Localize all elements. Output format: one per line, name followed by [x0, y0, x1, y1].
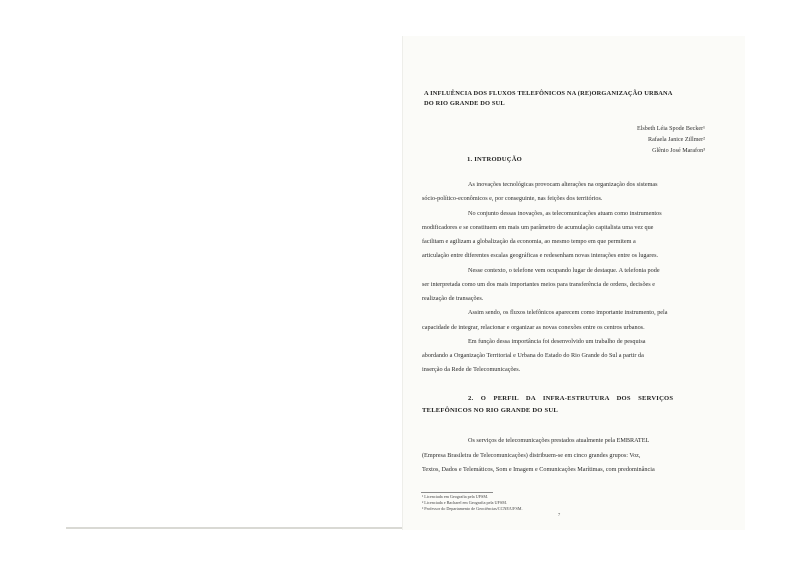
author-1: Elsbeth Léia Spode Becker¹ — [637, 126, 705, 132]
footnote-rule — [421, 492, 493, 493]
footnote-1: ¹ Licenciada em Geografia pela UFSM. — [422, 494, 489, 499]
paragraph-line: Os serviços de telecomunicações prestados atualmente pela EMBRATEL — [468, 437, 650, 444]
paragraph-line: sócio-político-econômicos e, por conseguinte, nas feições dos territórios. — [422, 195, 603, 202]
paragraph-line: facilitam e agilizam a globalização da economia, ao mesmo tempo em que permitem a — [422, 238, 636, 245]
document-page — [403, 36, 745, 530]
paragraph-line: ser interpretada como um dos mais importantes meios para transferência de ordens, decisões e — [422, 281, 655, 288]
paragraph-line: Assim sendo, os fluxos telefônicos aparecem como importante instrumento, pela — [468, 309, 668, 316]
document-title-line-1: A INFLUÊNCIA DOS FLUXOS TELEFÔNICOS NA (RE)ORGANIZAÇÃO URBANA — [424, 90, 673, 97]
footnote-3: ³ Professor do Departamento de Geociências/CCNE/UFSM. — [422, 506, 523, 511]
author-2: Rafaela Janice Zillmer² — [648, 137, 705, 143]
footnote-2: ² Licenciada e Bacharel em Geografia pela UFSM. — [422, 500, 507, 505]
paragraph-line: modificadores e se constituem em mais um parâmetro de acumulação capitalista uma vez que — [422, 224, 654, 231]
paragraph-line: articulação entre diferentes escalas geográficas e redesenham novas interações entre os lugares. — [422, 252, 659, 259]
author-3: Glênio José Marafon³ — [652, 148, 705, 154]
paragraph-line: (Empresa Brasileira de Telecomunicações) distribuem-se em cinco grandes grupos: Voz, — [422, 452, 641, 459]
paragraph-line: abordando a Organização Territorial e Urbana do Estado do Rio Grande do Sul a partir da — [422, 352, 644, 359]
paragraph-line: Nesse contexto, o telefone vem ocupando lugar de destaque. A telefonia pode — [468, 267, 660, 274]
paragraph-line: No conjunto dessas inovações, as telecomunicações atuam como instrumentos — [468, 210, 662, 217]
section-heading-perfil-line-1: 2. O PERFIL DA INFRA-ESTRUTURA DOS SERVIÇOS — [468, 395, 674, 402]
paragraph-line: capacidade de integrar, relacionar e organizar as novas conexões entre os centros urbanos. — [422, 324, 645, 331]
paragraph-line: Em função dessa importância foi desenvolvido um trabalho de pesquisa — [468, 338, 646, 345]
paragraph-line: realização de transações. — [422, 295, 484, 302]
section-heading-perfil-line-2: TELEFÔNICOS NO RIO GRANDE DO SUL — [422, 407, 558, 414]
page-number: 7 — [558, 512, 561, 517]
section-heading-introducao: 1. INTRODUÇÃO — [467, 156, 522, 163]
document-title-line-2: DO RIO GRANDE DO SUL — [424, 100, 505, 107]
scan-edge-shadow — [66, 527, 404, 529]
paragraph-line: Textos, Dados e Telemáticos, Som e Imagem e Comunicações Marítimas, com predominância — [422, 466, 655, 473]
paragraph-line: inserção da Rede de Telecomunicações. — [422, 366, 521, 373]
paragraph-line: As inovações tecnológicas provocam alterações na organização dos sistemas — [468, 181, 658, 188]
